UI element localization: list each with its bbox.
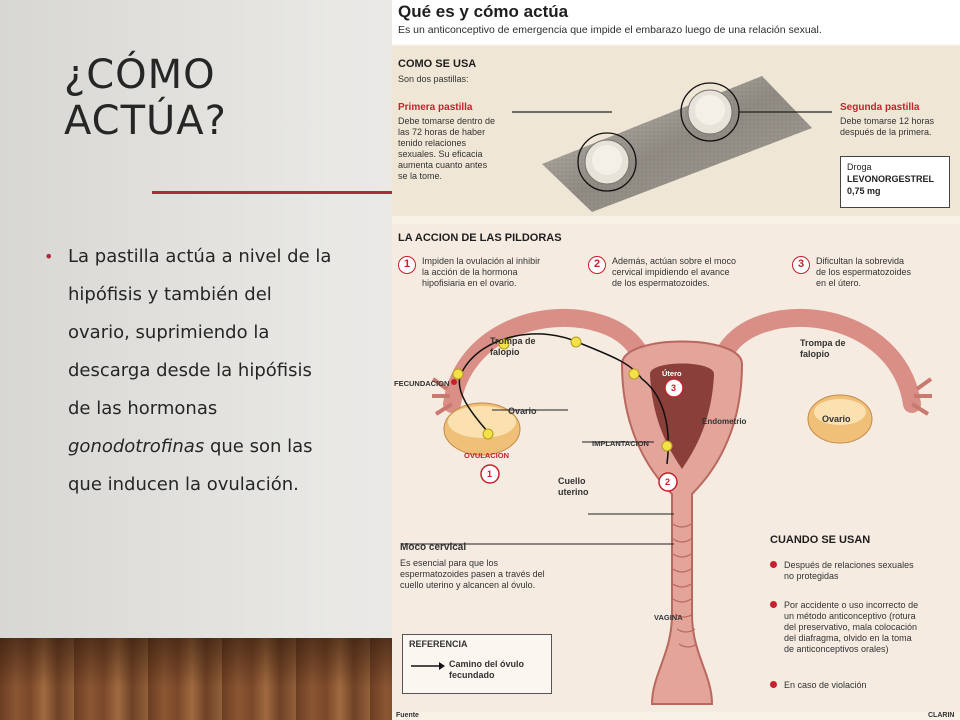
droga-label: Droga bbox=[847, 162, 872, 172]
fecundacion-label: FECUNDACION bbox=[394, 379, 450, 388]
bullet-line: ovario, suprimiendo la bbox=[68, 322, 270, 343]
bullet-icon bbox=[770, 561, 777, 568]
cuando-item-2: Por accidente o uso incorrecto de un método anticonceptivo (rotura del preservativo, mala colocación del diafragma, olvido en la toma de anticonceptivos orales) bbox=[770, 600, 950, 655]
como-se-usa-heading: COMO SE USA bbox=[398, 58, 477, 70]
bullet-italic-term: gonodotrofinas bbox=[68, 436, 205, 457]
referencia-box bbox=[402, 634, 552, 694]
clarin-label: CLARIN bbox=[928, 712, 955, 719]
fuente-label: Fuente bbox=[396, 712, 419, 719]
diagram-badge-3: 3 bbox=[671, 383, 677, 393]
step-1-badge: 1 bbox=[398, 256, 416, 274]
droga-box bbox=[840, 156, 950, 208]
ovario-left-label: Ovario bbox=[508, 406, 537, 416]
referencia-heading: REFERENCIA bbox=[409, 639, 468, 649]
wood-floor-decoration bbox=[0, 638, 392, 720]
primera-pastilla-text: Debe tomarse dentro de las 72 horas de haber tenido relaciones sexuales. Su eficacia aumenta cuanto antes se la tome. bbox=[398, 116, 496, 181]
ovario-right-label: Ovario bbox=[822, 414, 851, 424]
step-3-text: Dificultan la sobrevida de los espermatozoides en el útero. bbox=[816, 256, 912, 288]
step-1-text: Impiden la ovulación al inhibir la acción de la hormona hipofisiaria en el ovario. bbox=[422, 256, 541, 288]
step-2-badge: 2 bbox=[588, 256, 606, 274]
bullet-item bbox=[38, 238, 378, 504]
bullet-line: La pastilla actúa a nivel de la bbox=[68, 246, 332, 267]
segunda-pastilla-text: Debe tomarse 12 horas después de la primera. bbox=[840, 116, 935, 137]
bullet-line: de las hormonas bbox=[68, 398, 218, 419]
segunda-pastilla-label: Segunda pastilla bbox=[840, 102, 920, 113]
diagram-badge-1: 1 bbox=[487, 469, 493, 479]
bullet-line: que son las bbox=[204, 436, 313, 457]
moco-text: Es esencial para que los espermatozoides pasen a través del cuello uterino y alcancen al óvulo. bbox=[400, 558, 545, 590]
bullet-line: que inducen la ovulación. bbox=[68, 474, 299, 495]
como-se-usa-sub: Son dos pastillas: bbox=[398, 74, 469, 84]
como-se-usa-section bbox=[392, 46, 960, 216]
slide-title bbox=[64, 52, 364, 144]
bullet-icon bbox=[770, 601, 777, 608]
bullet-icon bbox=[770, 681, 777, 688]
trompa-left-label: Trompa de falopio bbox=[490, 336, 536, 357]
blister-pack-illustration bbox=[512, 54, 832, 214]
referencia-text: Camino del óvulo fecundado bbox=[449, 659, 525, 680]
infographic-footer bbox=[392, 710, 960, 720]
cuando-heading: CUANDO SE USAN bbox=[770, 534, 871, 546]
bullet-line: descarga desde la hipófisis bbox=[68, 360, 312, 381]
ovulacion-label: OVULACION bbox=[464, 451, 509, 460]
title-line-2: ACTÚA? bbox=[64, 98, 227, 144]
step-3-badge: 3 bbox=[792, 256, 810, 274]
endometrio-label: Endometrio bbox=[702, 417, 747, 426]
trompa-right-label: Trompa de falopio bbox=[800, 338, 846, 359]
droga-name: LEVONORGESTREL bbox=[847, 174, 935, 184]
primera-pastilla-label: Primera pastilla bbox=[398, 102, 473, 113]
cuando-item-3: En caso de violación bbox=[770, 680, 950, 691]
arrow-icon bbox=[411, 661, 445, 671]
accion-heading: LA ACCION DE LAS PILDORAS bbox=[398, 232, 562, 244]
step-2-text: Además, actúan sobre el moco cervical impidiendo el avance de los espermatozoides. bbox=[612, 256, 737, 288]
implantacion-label: IMPLANTACION bbox=[592, 439, 649, 448]
moco-heading: Moco cervical bbox=[400, 542, 467, 553]
title-underline bbox=[152, 191, 392, 194]
bullet-line: hipófisis y también del bbox=[68, 284, 272, 305]
utero-label: Útero bbox=[662, 369, 682, 378]
cuello-label: Cuello uterino bbox=[558, 476, 589, 497]
bullet-dot-icon: • bbox=[44, 247, 54, 266]
infographic-subtitle: Es un anticonceptivo de emergencia que impide el embarazo luego de una relación sexual. bbox=[398, 24, 822, 36]
title-line-1: ¿CÓMO bbox=[64, 52, 216, 98]
vagina-label: VAGINA bbox=[654, 613, 683, 622]
droga-dose: 0,75 mg bbox=[847, 186, 881, 196]
infographic-header bbox=[392, 0, 960, 44]
bullet-list bbox=[38, 238, 378, 504]
infographic-image bbox=[392, 0, 960, 720]
infographic-title: Qué es y cómo actúa bbox=[398, 2, 569, 21]
diagram-badge-2: 2 bbox=[665, 477, 671, 487]
cuando-item-1: Después de relaciones sexuales no protegidas bbox=[770, 560, 950, 582]
